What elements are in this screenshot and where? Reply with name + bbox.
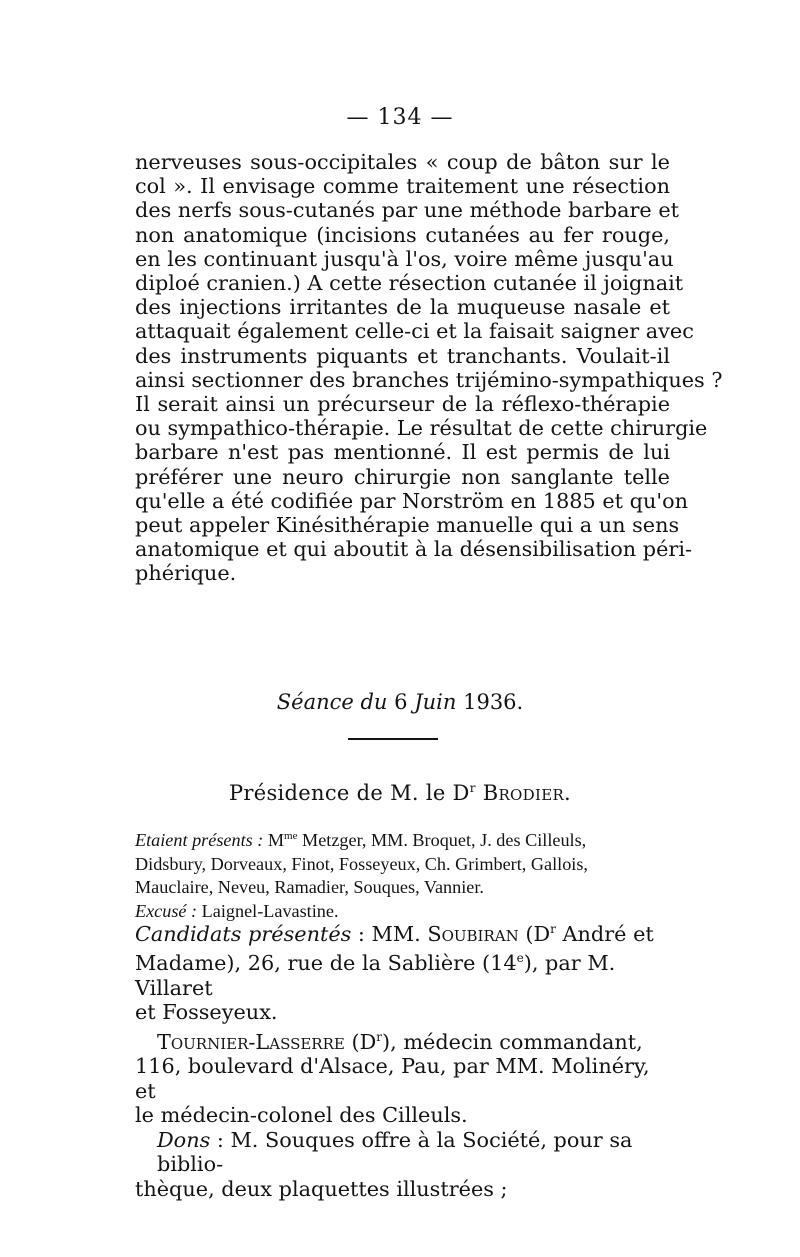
body-line: peut appeler Kinésithérapie manuelle qui a un sens bbox=[135, 513, 680, 538]
body-line: ainsi sectionner des branches trijémino-sympathiques ? bbox=[135, 367, 723, 392]
donations bbox=[135, 1128, 670, 1177]
candidate-1-line-1-rest: André et bbox=[555, 921, 654, 946]
body-line: préférer une neuro chirurgie non sanglante telle bbox=[135, 464, 670, 489]
candidate-1-title: (D bbox=[518, 921, 551, 946]
excused-label: Excusé : bbox=[135, 900, 198, 921]
present-line-1: Metzger, MM. Broquet, J. des Cilleuls, bbox=[302, 830, 587, 851]
body-line: anatomique et qui aboutit à la désensibilisation péri- bbox=[135, 537, 693, 562]
present-label: Etaient présents : bbox=[135, 830, 264, 851]
body-line: ou sympathico-thérapie. Le résultat de cette chirurgie bbox=[135, 416, 708, 441]
body-line: des nerfs sous-cutanés par une méthode barbare et bbox=[135, 198, 679, 223]
body-paragraph bbox=[135, 150, 723, 586]
present-line-2: Didsbury, Dorveaux, Finot, Fosseyeux, Ch. Grimbert, Gallois, bbox=[135, 853, 588, 874]
candidate-2 bbox=[135, 1025, 670, 1054]
attendance-block bbox=[135, 825, 670, 923]
candidate-2-line-1-rest: ), médecin commandant, bbox=[382, 1029, 643, 1054]
donations-line-2: thèque, deux plaquettes illustrées ; bbox=[135, 1176, 508, 1201]
candidate-1-line-2-sup: e bbox=[516, 951, 524, 966]
section-divider bbox=[348, 738, 438, 740]
candidates-block bbox=[135, 917, 670, 1201]
candidate-2-name: Tournier-Lasserre bbox=[157, 1029, 345, 1054]
present-title: M bbox=[267, 830, 285, 851]
donations-continued bbox=[135, 1177, 670, 1202]
session-day: 6 bbox=[394, 690, 408, 714]
candidate-2-title: (D bbox=[344, 1029, 377, 1054]
body-line: barbare n'est pas mentionné. Il est permis de lui bbox=[135, 440, 670, 465]
page-number: — 134 — bbox=[346, 105, 454, 130]
present-title-sup: me bbox=[284, 830, 298, 842]
body-line: en les continuant jusqu'à l'os, voire même jusqu'au bbox=[135, 246, 674, 271]
excused-text: Laignel-Lavastine. bbox=[201, 900, 339, 921]
candidates-label: Candidats présentés bbox=[135, 921, 352, 946]
president-name: Brodier. bbox=[482, 781, 572, 805]
session-heading bbox=[0, 690, 800, 714]
body-line: des injections irritantes de la muqueuse nasale et bbox=[135, 295, 670, 320]
candidate-1-name: Soubiran bbox=[427, 921, 519, 946]
candidate-1-line-2: Madame), 26, rue de la Sablière (14 bbox=[135, 951, 517, 976]
presidency-line bbox=[0, 781, 800, 805]
session-year: 1936. bbox=[463, 690, 524, 714]
body-line: qu'elle a été codifiée par Norström en 1885 et qu'on bbox=[135, 488, 688, 513]
candidate-1-line-2-rest: ), par M. Villaret bbox=[135, 951, 616, 1000]
presidency-text: Présidence de M. le D bbox=[228, 781, 470, 805]
present-line-3: Mauclaire, Neveu, Ramadier, Souques, Vannier. bbox=[135, 877, 484, 898]
body-line: nerveuses sous-occipitales « coup de bâton sur le bbox=[135, 150, 670, 174]
candidate-1-prefix: : MM. bbox=[351, 921, 428, 946]
candidate-1 bbox=[135, 917, 670, 1025]
candidate-2-title-sup: r bbox=[376, 1029, 382, 1044]
candidate-1-title-sup: r bbox=[550, 922, 556, 936]
session-prefix: Séance du bbox=[276, 690, 388, 714]
body-line: col ». Il envisage comme traitement une résection bbox=[135, 174, 670, 199]
body-line: Il serait ainsi un précurseur de la réflexo-thérapie bbox=[135, 392, 670, 417]
body-line: attaquait également celle-ci et la faisait saigner avec bbox=[135, 319, 694, 344]
candidate-2-line-2: 116, boulevard d'Alsace, Pau, par MM. Molinéry, et bbox=[135, 1054, 650, 1103]
candidate-2-line-3: le médecin-colonel des Cilleuls. bbox=[135, 1103, 468, 1128]
candidate-2-continued bbox=[135, 1054, 670, 1128]
body-line: phérique. bbox=[135, 561, 237, 586]
donations-label: Dons bbox=[157, 1127, 211, 1152]
session-month: Juin bbox=[414, 690, 457, 714]
body-line: diploé cranien.) A cette résection cutanée il joignait bbox=[135, 271, 684, 296]
body-line: des instruments piquants et tranchants. Voulait-il bbox=[135, 343, 670, 368]
candidate-1-line-3: et Fosseyeux. bbox=[135, 1000, 278, 1025]
donations-line-1: : M. Souques offre à la Société, pour sa biblio- bbox=[157, 1127, 633, 1177]
presidency-title-sup: r bbox=[469, 781, 476, 795]
body-line: non anatomique (incisions cutanées au fer rouge, bbox=[135, 222, 670, 247]
